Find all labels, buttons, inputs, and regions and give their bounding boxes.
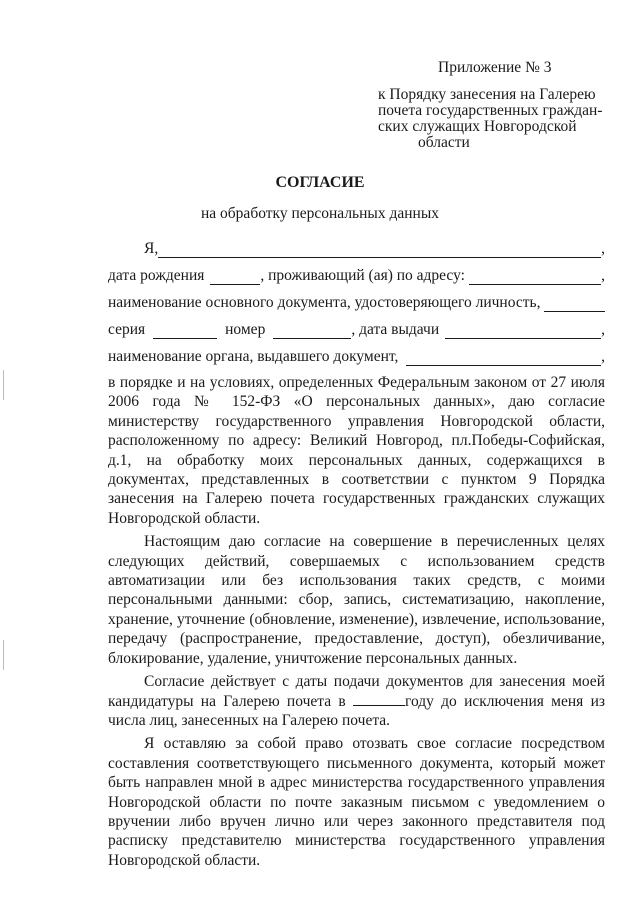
name-label: Я,	[144, 240, 159, 257]
row-end-comma: ,	[601, 267, 605, 284]
name-row	[108, 240, 605, 258]
scan-margin-mark	[3, 370, 4, 400]
birth-date-label: дата рождения	[108, 267, 205, 284]
validity-text-end: году до исключения меня из числа лиц, занесенных на Галерею почета.	[108, 692, 605, 729]
series-number-row	[108, 321, 605, 339]
issuing-authority-row	[108, 348, 605, 366]
scan-margin-mark	[3, 640, 4, 670]
paragraph-actions: Настоящим даю согласие на совершение в перечисленных целях следующих действий, совершаемых с использованием средств автоматизации или без использования таких средств, с моими персональными данными: сбор, запись, систематизацию, накопление, хранение, уточнение (обновление, изменение), извлечение, использование, передачу (распространение, предоставление, доступ), обезличивание, блокирование, удаление, уничтожение персональных данных.	[108, 533, 605, 667]
appendix-number: Приложение № 3	[438, 59, 552, 76]
validity-text-start: Согласие действует с даты подачи документов для занесения моей кандидатуры на Галерею почета в	[108, 673, 605, 710]
number-field[interactable]	[273, 324, 351, 339]
id-document-label: наименование основного документа, удостоверяющего личность,	[108, 294, 541, 311]
row-end-comma: ,	[601, 240, 605, 257]
issuing-authority-field[interactable]	[406, 351, 601, 366]
issue-date-field[interactable]	[445, 324, 601, 339]
paragraph-validity	[108, 672, 605, 730]
issuing-authority-label: наименование органа, выдавшего документ,	[108, 348, 399, 365]
name-field[interactable]	[158, 243, 601, 258]
paragraph-consent-basis: в порядке и на условиях, определенных Федеральным законом от 27 июля 2006 года № 152-ФЗ «О персональных данных», даю согласие министерству государственного управления Новгородской области, расположенному по адресу: Великий Новгород, пл.Победы-Софийская, д.1, на обработку моих персональных данных, содержащихся в документах, представленных в соответствии с пунктом 9 Порядка занесения на Галерею почета государственных гражданских служащих Новгородской области.	[108, 374, 605, 527]
row-end-comma: ,	[601, 348, 605, 365]
issue-date-label: , дата выдачи	[351, 321, 440, 338]
appendix-line: ских служащих Новгородской	[378, 118, 577, 135]
appendix-line: области	[418, 134, 470, 151]
number-label: номер	[225, 321, 266, 338]
series-field[interactable]	[153, 324, 217, 339]
address-label: , проживающий (ая) по адресу:	[260, 267, 465, 284]
appendix-header	[378, 60, 608, 151]
id-document-row	[108, 294, 605, 312]
series-label: серия	[108, 321, 146, 338]
document-title: СОГЛАСИЕ	[275, 174, 365, 191]
paragraph-revocation: Я оставляю за собой право отозвать свое согласие посредством составления соответствующего письменного документа, который может быть направлен мной в адрес министерства государственного управления Новгородской области по почте заказным письмом с уведомлением о вручении либо вручен лично или через законного представителя под расписку представителю министерства государственного управления Новгородской области.	[108, 735, 605, 869]
id-document-field[interactable]	[544, 297, 605, 312]
birth-date-field[interactable]	[210, 270, 260, 285]
address-field[interactable]	[469, 270, 601, 285]
row-end-comma: ,	[601, 321, 605, 338]
appendix-line: к Порядку занесения на Галерею	[378, 86, 596, 103]
appendix-line: почета государственных граждан-	[378, 102, 603, 119]
consent-body	[108, 373, 605, 870]
year-field[interactable]	[353, 692, 405, 706]
document-subtitle: на обработку персональных данных	[201, 205, 439, 222]
birth-address-row	[108, 267, 605, 285]
